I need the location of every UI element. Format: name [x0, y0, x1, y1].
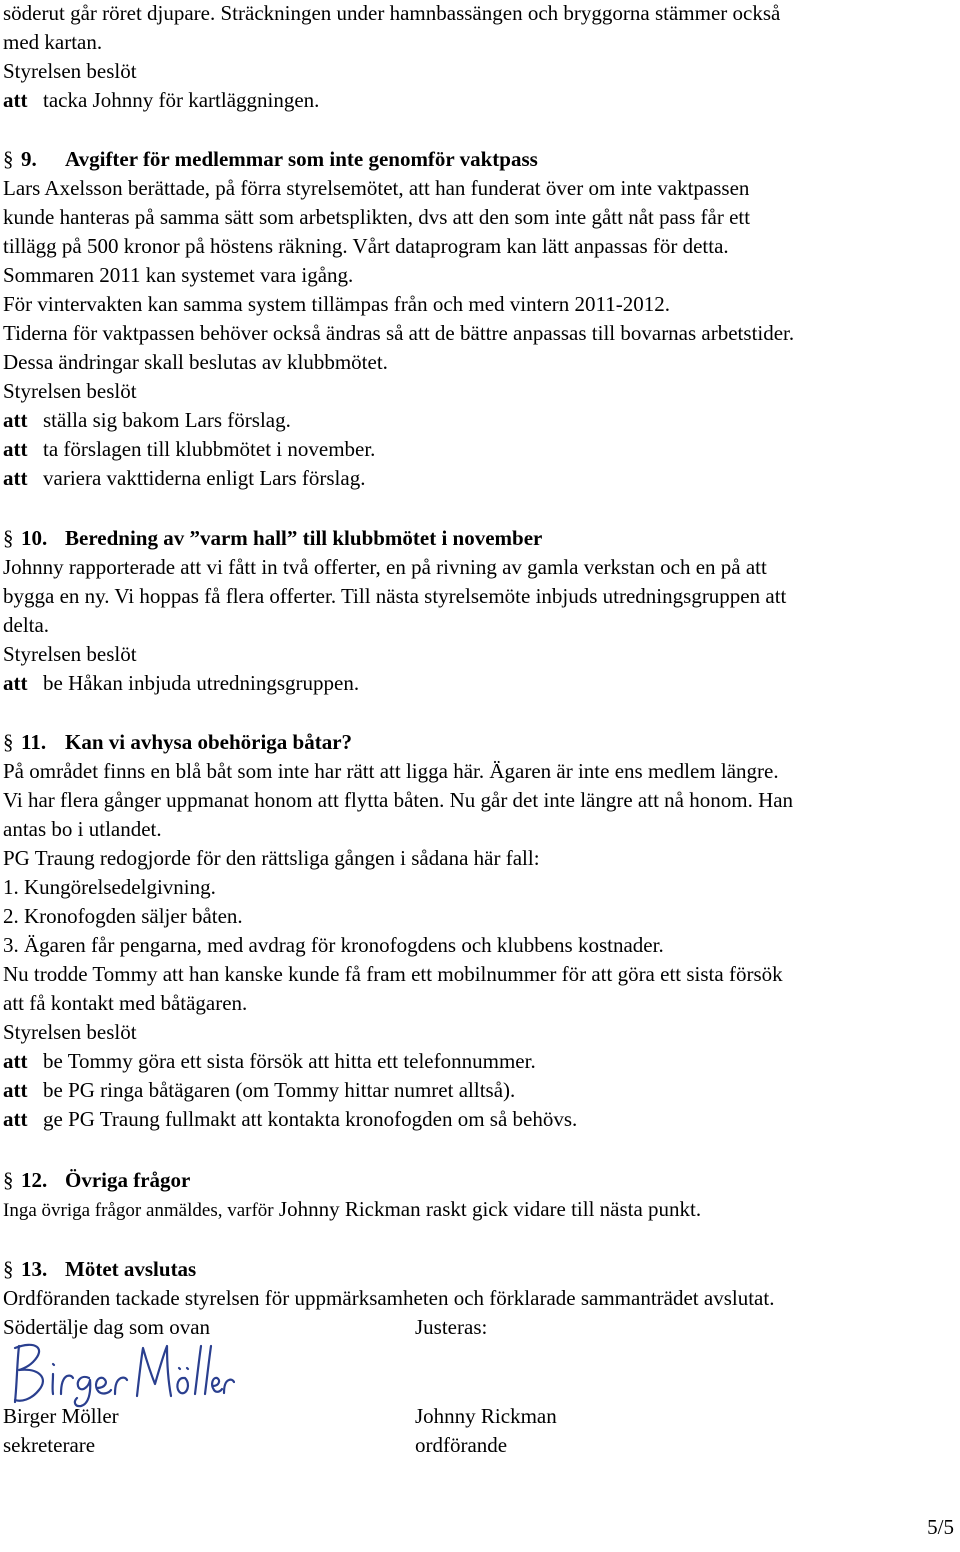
att-keyword: att — [3, 466, 28, 490]
section-9-decision — [3, 407, 291, 433]
section-11-heading — [3, 729, 352, 755]
section-9-line: Lars Axelsson berättade, på förra styrelsemötet, att han funderat över om inte vaktpassen — [3, 176, 750, 200]
section-10-line: Johnny rapporterade att vi fått in två offerter, en på rivning av gamla verkstan och en på att — [3, 555, 767, 579]
signer-left-role: sekreterare — [3, 1433, 96, 1457]
section-number: 9. — [21, 147, 37, 171]
section-11-line: Vi har flera gånger uppmanat honom att flytta båten. Nu går det inte längre att nå honom. Han — [3, 788, 794, 812]
intro-resolved: Styrelsen beslöt — [3, 59, 137, 83]
section-title: Övriga frågor — [65, 1168, 191, 1192]
section-10-heading — [3, 525, 542, 551]
decision-text: be PG ringa båtägaren (om Tommy hittar numret alltså). — [43, 1078, 516, 1102]
section-11-line: Nu trodde Tommy att han kanske kunde få fram ett mobilnummer för att göra ett sista försök — [3, 962, 783, 986]
section-9-line: Sommaren 2011 kan systemet vara igång. — [3, 263, 354, 287]
section-11-line: antas bo i utlandet. — [3, 817, 162, 841]
att-keyword: att — [3, 437, 28, 461]
section-title: Kan vi avhysa obehöriga båtar? — [65, 730, 353, 754]
decision-text: be Håkan inbjuda utredningsgruppen. — [43, 671, 360, 695]
section-12-line — [3, 1196, 701, 1224]
decision-text: ge PG Traung fullmakt att kontakta kronofogden om så behövs. — [43, 1107, 578, 1131]
section-9-line: kunde hanteras på samma sätt som arbetsplikten, dvs att den som inte gått nåt pass får ett — [3, 205, 751, 229]
signature-image — [5, 1338, 235, 1408]
att-keyword: att — [3, 1078, 28, 1102]
section-11-line: 3. Ägaren får pengarna, med avdrag för kronofogdens och klubbens kostnader. — [3, 933, 664, 957]
section-11-resolved: Styrelsen beslöt — [3, 1020, 137, 1044]
place-date: Södertälje dag som ovan — [3, 1315, 211, 1339]
decision-text: be Tommy göra ett sista försök att hitta ett telefonnummer. — [43, 1049, 536, 1073]
decision-text: ställa sig bakom Lars förslag. — [43, 408, 291, 432]
section-symbol: § — [3, 147, 14, 171]
att-keyword: att — [3, 1049, 28, 1073]
approved-label: Justeras: — [415, 1315, 488, 1339]
section-number: 12. — [21, 1168, 48, 1192]
section-11-line: 2. Kronofogden säljer båten. — [3, 904, 243, 928]
section-11-line: På området finns en blå båt som inte har rätt att ligga här. Ägaren är inte ens medlem längre. — [3, 759, 779, 783]
section-10-line: bygga en ny. Vi hoppas få flera offerter. Till nästa styrelsemöte inbjuds utredningsgruppen att — [3, 584, 787, 608]
intro-line-2: med kartan. — [3, 30, 103, 54]
section-9-heading — [3, 146, 538, 172]
section-9-resolved: Styrelsen beslöt — [3, 379, 137, 403]
page-number: 5/5 — [927, 1515, 954, 1539]
decision-text: variera vakttiderna enligt Lars förslag. — [43, 466, 366, 490]
att-keyword: att — [3, 671, 28, 695]
section-10-line: delta. — [3, 613, 50, 637]
att-keyword: att — [3, 1107, 28, 1131]
section-13-line: Ordföranden tackade styrelsen för uppmärksamheten och förklarade sammanträdet avslutat. — [3, 1286, 775, 1310]
decision-text: tacka Johnny för kartläggningen. — [43, 88, 320, 112]
section-12-heading — [3, 1167, 190, 1193]
section-11-line: att få kontakt med båtägaren. — [3, 991, 248, 1015]
att-keyword: att — [3, 408, 28, 432]
section-11-decision — [3, 1048, 536, 1074]
section-9-line: För vintervakten kan samma system tillämpas från och med vintern 2011-2012. — [3, 292, 670, 316]
signer-right-role: ordförande — [415, 1433, 508, 1457]
signer-left-name: Birger Möller — [3, 1404, 119, 1428]
section-11-line: PG Traung redogjorde för den rättsliga gången i sådana här fall: — [3, 846, 540, 870]
section-title: Beredning av ”varm hall” till klubbmötet i november — [65, 526, 543, 550]
intro-line-1: söderut går röret djupare. Sträckningen under hamnbassängen och bryggorna stämmer också — [3, 1, 781, 25]
section-9-line: tillägg på 500 kronor på höstens räkning. Vårt dataprogram kan lätt anpassas för detta. — [3, 234, 729, 258]
section-11-decision — [3, 1077, 515, 1103]
section-symbol: § — [3, 1257, 14, 1281]
section-title: Mötet avslutas — [65, 1257, 197, 1281]
section-12-line-rest: Johnny Rickman raskt gick vidare till nästa punkt. — [273, 1197, 702, 1221]
section-11-decision — [3, 1106, 577, 1132]
section-9-decision — [3, 436, 375, 462]
section-symbol: § — [3, 1168, 14, 1192]
section-title: Avgifter för medlemmar som inte genomför vaktpass — [65, 147, 538, 171]
section-10-decision — [3, 670, 359, 696]
section-9-decision — [3, 465, 365, 491]
section-symbol: § — [3, 730, 14, 754]
section-number: 13. — [21, 1257, 48, 1281]
section-9-line: Tiderna för vaktpassen behöver också ändras så att de bättre anpassas till bovarnas arbetstider. — [3, 321, 795, 345]
section-symbol: § — [3, 526, 14, 550]
decision-text: ta förslagen till klubbmötet i november. — [43, 437, 376, 461]
signer-right-name: Johnny Rickman — [415, 1404, 557, 1428]
section-10-resolved: Styrelsen beslöt — [3, 642, 137, 666]
att-keyword: att — [3, 88, 28, 112]
intro-decision — [3, 87, 319, 113]
section-9-line: Dessa ändringar skall beslutas av klubbmötet. — [3, 350, 388, 374]
section-12-line-small: Inga övriga frågor anmäldes, varför — [3, 1200, 274, 1221]
section-11-line: 1. Kungörelsedelgivning. — [3, 875, 216, 899]
section-13-heading — [3, 1256, 196, 1282]
section-number: 10. — [21, 526, 48, 550]
section-number: 11. — [21, 730, 47, 754]
